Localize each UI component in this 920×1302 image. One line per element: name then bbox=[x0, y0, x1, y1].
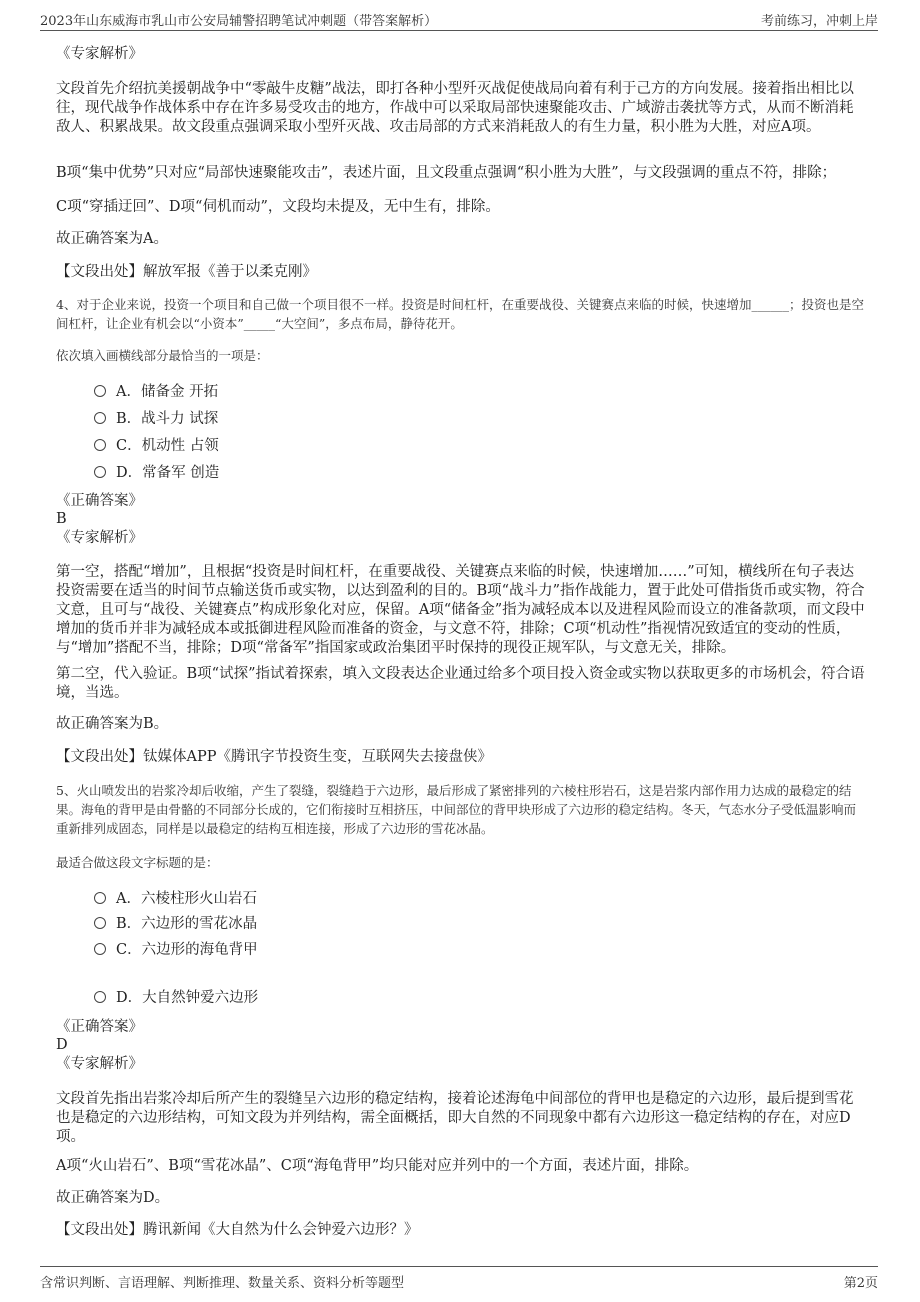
q4-source: 【文段出处】钛媒体APP《腾讯字节投资生变，互联网失去接盘侠》 bbox=[56, 749, 492, 765]
q5-answer: D bbox=[56, 1037, 68, 1053]
q3-conclusion: 故正确答案为A。 bbox=[56, 231, 168, 247]
radio-button-icon[interactable] bbox=[94, 892, 106, 904]
q3-analysis-para-1: 文段首先介绍抗美援朝战争中“零敲牛皮糖”战法，即打各种小型歼灭战促使战局向着有利于己方的方向发展。接着指出相比以往，现代战争作战体系中存在许多易受攻击的地方，作战中可以采取局部快速聚能攻击、广域游击袭扰等方式，从而不断消耗敌人、积累战果。故文段重点强调采取小型歼灭战、攻击局部的方式来消耗敌人的有生力量，积小胜为大胜，对应A项。 bbox=[56, 81, 854, 135]
q4-option-c[interactable] bbox=[94, 436, 219, 456]
q5-option-b[interactable] bbox=[94, 914, 257, 934]
q3-analysis-para-3: C项“穿插迂回”、D项“伺机而动”，文段均未提及，无中生有，排除。 bbox=[56, 199, 500, 215]
q5-source: 【文段出处】腾讯新闻《大自然为什么会钟爱六边形？》 bbox=[56, 1222, 419, 1238]
q4-analysis-para-2: 第二空，代入验证。B项“试探”指试着探索，填入文段表达企业通过给多个项目投入资金或实物以获取更多的市场机会，符合语境，当选。 bbox=[56, 666, 865, 701]
q4-prompt: 依次填入画横线部分最恰当的一项是： bbox=[56, 348, 269, 363]
q4-option-c-label: C．机动性 占领 bbox=[116, 438, 219, 454]
footer-topics: 含常识判断、言语理解、判断推理、数量关系、资料分析等题型 bbox=[40, 1276, 405, 1291]
q5-prompt: 最适合做这段文字标题的是： bbox=[56, 855, 219, 870]
q3-analysis-para-2: B项“集中优势”只对应“局部快速聚能攻击”，表述片面，且文段重点强调“积小胜为大胜”，与文段强调的重点不符，排除； bbox=[56, 165, 837, 181]
q4-option-d[interactable] bbox=[94, 463, 219, 483]
q5-option-c-label: C．六边形的海龟背甲 bbox=[116, 942, 258, 958]
page-header bbox=[40, 8, 878, 31]
q5-option-b-label: B．六边形的雪花冰晶 bbox=[116, 916, 258, 932]
radio-button-icon[interactable] bbox=[94, 385, 106, 397]
header-slogan: 考前练习，冲刺上岸 bbox=[760, 14, 878, 29]
document-title: 2023年山东威海市乳山市公安局辅警招聘笔试冲刺题（带答案解析） bbox=[40, 14, 438, 29]
q4-option-a[interactable] bbox=[94, 382, 218, 402]
q5-option-c[interactable] bbox=[94, 940, 258, 960]
page-footer bbox=[40, 1266, 878, 1291]
q4-option-a-label: A．储备金 开拓 bbox=[116, 384, 219, 400]
page-number: 第2页 bbox=[843, 1276, 878, 1291]
radio-button-icon[interactable] bbox=[94, 466, 106, 478]
q5-analysis-para-1: 文段首先指出岩浆冷却后所产生的裂缝呈六边形的稳定结构，接着论述海龟中间部位的背甲也是稳定的六边形，最后提到雪花也是稳定的六边形结构，可知文段为并列结构，需全面概括，即大自然的不同现象中都有六边形这一稳定结构的存在，对应D项。 bbox=[56, 1091, 854, 1145]
q4-option-d-label: D．常备军 创造 bbox=[116, 465, 220, 481]
q5-option-d[interactable] bbox=[94, 988, 258, 1008]
q4-analysis-label: 《专家解析》 bbox=[56, 530, 143, 546]
q4-analysis-para-1: 第一空，搭配“增加”，且根据“投资是时间杠杆，在重要战役、关键赛点来临的时候，快速增加……”可知，横线所在句子表达投资需要在适当的时间节点输送货币或实物，以达到盈利的目的。B项“战斗力”指作战能力，置于此处可借指货币或实物，符合文意，且可与“战役、关键赛点”构成形象化对应，保留。A项“储备金”指为减轻成本以及进程风险而设立的准备款项，而文段中增加的货币并非为减轻成本或抵御进程风险而准备的资金，与文意不符，排除；C项“机动性”指视情况致适宜的变动的性质，与“增加”搭配不当，排除；D项“常备军”指国家或政治集团平时保持的现役正规军队，与文意无关，排除。 bbox=[56, 564, 865, 656]
q4-option-b-label: B．战斗力 试探 bbox=[116, 411, 219, 427]
q5-stem: 5、火山喷发出的岩浆冷却后收缩，产生了裂缝，裂缝趋于六边形，最后形成了紧密排列的六棱柱形岩石，这是岩浆内部作用力达成的最稳定的结果。海龟的背甲是由骨骼的不同部分长成的，它们衔接时互相挤压，中间部位的背甲块形成了六边形的稳定结构。冬天，气态水分子受低温影响而重新排列成固态，同样是以最稳定的结构互相连接，形成了六边形的雪花冰晶。 bbox=[56, 783, 857, 836]
q3-source: 【文段出处】解放军报《善于以柔克刚》 bbox=[56, 264, 317, 280]
q4-answer-label: 《正确答案》 bbox=[56, 493, 143, 509]
q5-analysis-para-2: A项“火山岩石”、B项“雪花冰晶”、C项“海龟背甲”均只能对应并列中的一个方面，表述片面，排除。 bbox=[56, 1158, 699, 1174]
radio-button-icon[interactable] bbox=[94, 412, 106, 424]
q4-conclusion: 故正确答案为B。 bbox=[56, 716, 169, 732]
radio-button-icon[interactable] bbox=[94, 991, 106, 1003]
radio-button-icon[interactable] bbox=[94, 439, 106, 451]
q4-answer: B bbox=[56, 511, 67, 527]
q3-analysis-label: 《专家解析》 bbox=[56, 46, 143, 62]
q5-option-a[interactable] bbox=[94, 889, 257, 909]
radio-button-icon[interactable] bbox=[94, 943, 106, 955]
q5-option-d-label: D．大自然钟爱六边形 bbox=[116, 990, 259, 1006]
q4-option-b[interactable] bbox=[94, 409, 218, 429]
q4-stem: 4、对于企业来说，投资一个项目和自己做一个项目很不一样。投资是时间杠杆，在重要战役、关键赛点来临的时候，快速增加______；投资也是空间杠杆，让企业有机会以“小资本”_____“大空间”，多点布局，静待花开。 bbox=[56, 297, 864, 331]
q5-answer-label: 《正确答案》 bbox=[56, 1019, 143, 1035]
radio-button-icon[interactable] bbox=[94, 917, 106, 929]
q5-analysis-label: 《专家解析》 bbox=[56, 1056, 143, 1072]
q5-conclusion: 故正确答案为D。 bbox=[56, 1190, 170, 1206]
q5-option-a-label: A．六棱柱形火山岩石 bbox=[116, 891, 257, 907]
